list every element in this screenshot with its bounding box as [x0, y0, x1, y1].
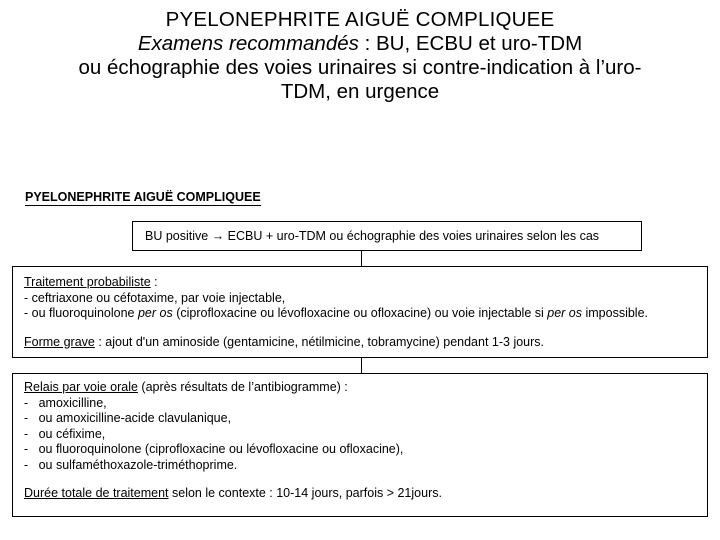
- slide-title: PYELONEPHRITE AIGUË COMPLIQUEE: [165, 8, 555, 31]
- probabilistic-heading-line: [24, 275, 697, 291]
- header-line-3: ou échographie des voies urinaires si contre-indication à l’uro-: [78, 56, 642, 79]
- duration-line: [24, 486, 697, 502]
- oral-relay-box: [12, 373, 708, 517]
- probabilistic-treatment-box: [12, 266, 708, 358]
- treatment-line-1: - ceftriaxone ou céfotaxime, par voie injectable,: [24, 290, 286, 305]
- duration-text: selon le contexte : 10-14 jours, parfois > 21jours.: [168, 486, 442, 500]
- oral-heading: Relais par voie orale: [24, 380, 138, 394]
- line2-italic-2: per os: [547, 306, 583, 320]
- severe-form-label: Forme grave: [24, 334, 95, 349]
- exams-line: [0, 32, 720, 56]
- slide-header: [0, 8, 720, 104]
- duration-label: Durée totale de traitement: [24, 486, 169, 500]
- line2-part-c: impossible.: [582, 306, 649, 320]
- connector-line-2: [361, 358, 362, 373]
- list-item: - ou amoxicilline-acide clavulanique,: [24, 411, 232, 425]
- header-line-4: TDM, en urgence: [280, 80, 440, 103]
- line2-italic: per os: [137, 306, 173, 320]
- line2-part-a: - ou fluoroquinolone: [24, 306, 138, 320]
- probabilistic-heading-suffix: :: [150, 275, 158, 289]
- list-item: - ou céfixime,: [24, 426, 106, 441]
- severe-form-text: : ajout d'un aminoside (gentamicine, nétilmicine, tobramycine) pendant 1-3 jours.: [94, 334, 545, 349]
- severe-form-line: [24, 335, 697, 351]
- oral-heading-suffix: (après résultats de l’antibiogramme) :: [137, 380, 348, 394]
- document-title: PYELONEPHRITE AIGUË COMPLIQUEE: [25, 190, 261, 204]
- oral-heading-line: [24, 380, 697, 396]
- list-item: - amoxicilline,: [24, 395, 107, 410]
- exams-text: : BU, ECBU et uro-TDM: [358, 32, 583, 55]
- probabilistic-heading: Traitement probabiliste: [24, 275, 151, 289]
- line2-part-b: (ciprofloxacine ou lévofloxacine ou ofloxacine) ou voie injectable si: [172, 306, 548, 320]
- list-item: - ou fluoroquinolone (ciprofloxacine ou lévofloxacine ou ofloxacine),: [24, 442, 404, 456]
- exams-label: Examens recommandés: [137, 32, 359, 55]
- list-item: - ou sulfaméthoxazole-triméthoprime.: [24, 457, 238, 472]
- flow-box: BU positive → ECBU + uro-TDM ou échographie des voies urinaires selon les cas: [132, 221, 642, 251]
- treatment-line-2: [24, 306, 697, 322]
- connector-line-1: [361, 251, 362, 266]
